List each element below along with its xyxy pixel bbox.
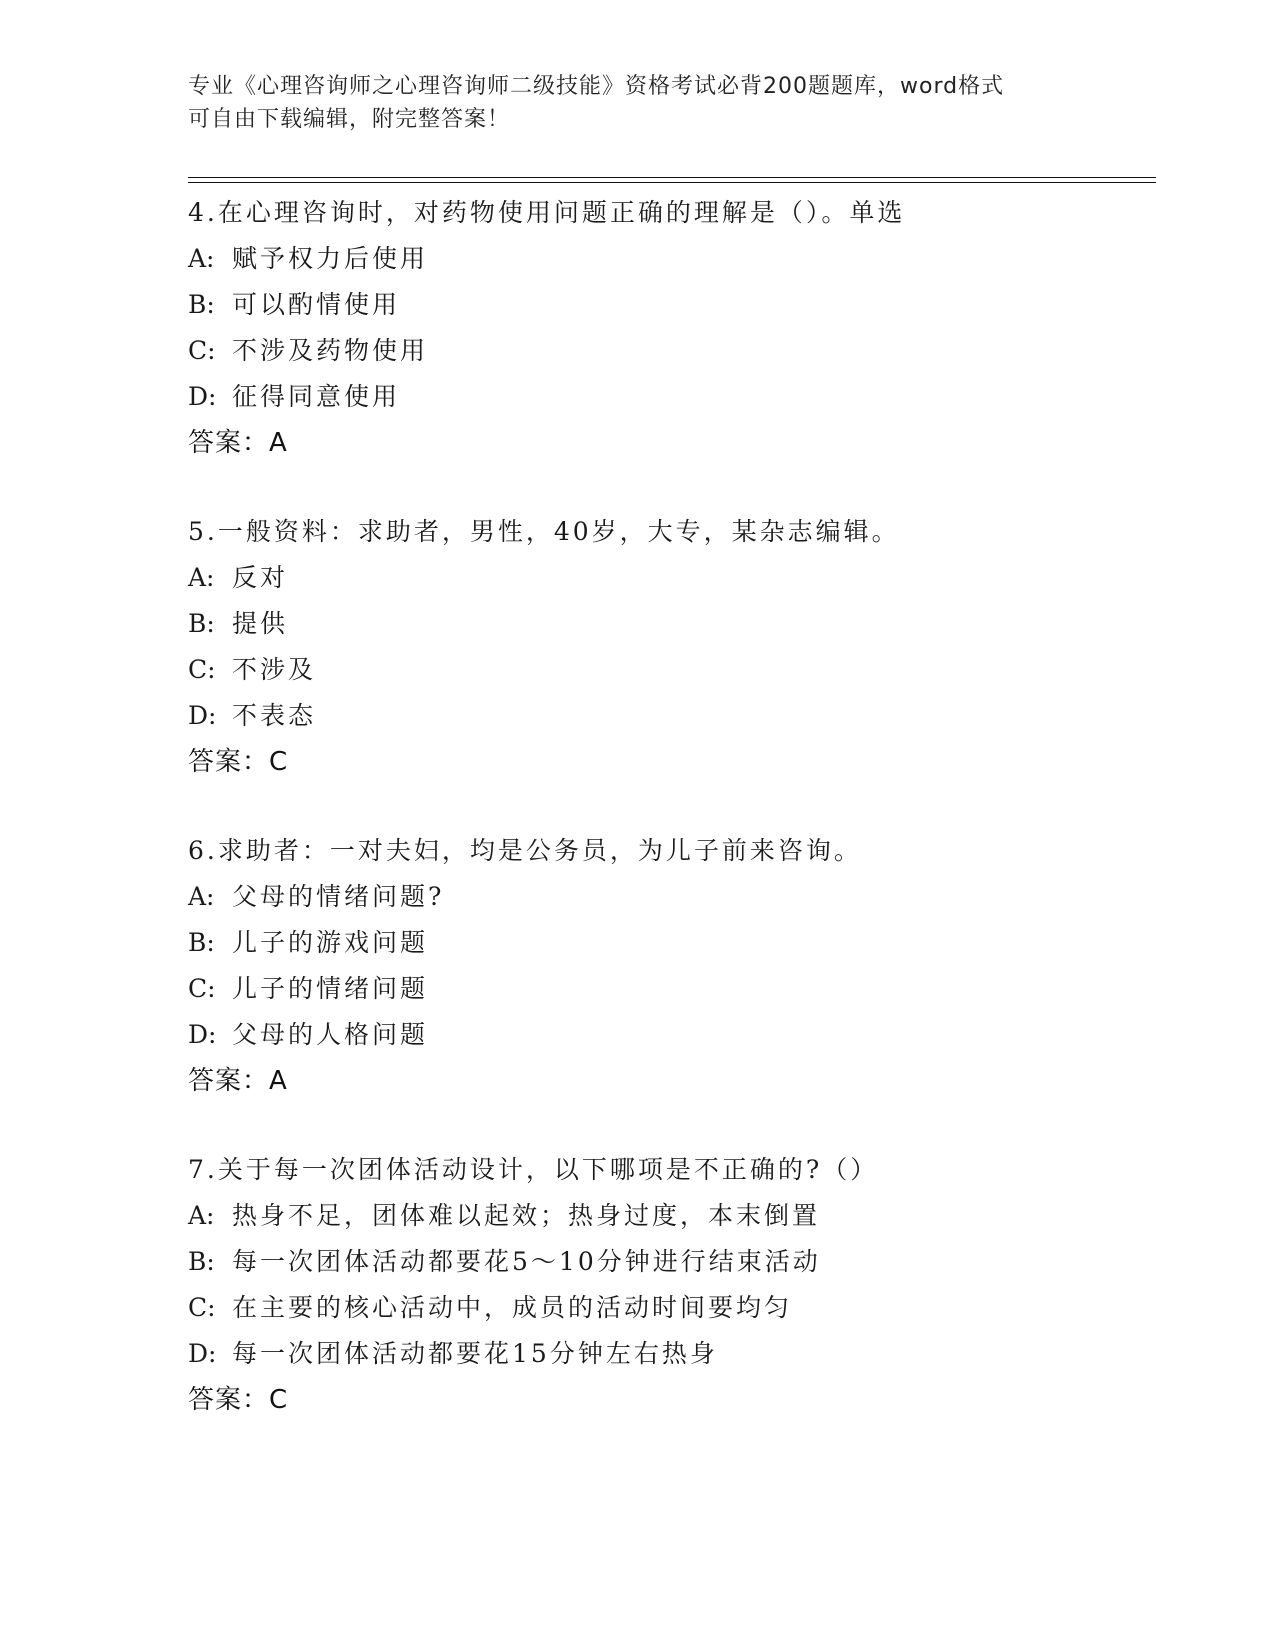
option-text: 热身不足，团体难以起效；热身过度，本末倒置 bbox=[232, 1201, 821, 1230]
option-letter: C: bbox=[188, 1293, 216, 1322]
option-letter: D: bbox=[188, 382, 217, 411]
option-text: 儿子的游戏问题 bbox=[232, 928, 429, 957]
option-b bbox=[188, 920, 1148, 966]
option-letter: B: bbox=[188, 290, 215, 319]
document-header bbox=[188, 70, 1088, 136]
option-text: 可以酌情使用 bbox=[232, 290, 401, 319]
option-letter: A: bbox=[188, 1201, 215, 1230]
option-letter: B: bbox=[188, 928, 215, 957]
option-text: 不表态 bbox=[232, 701, 317, 730]
option-text: 提供 bbox=[232, 609, 289, 638]
option-text: 不涉及药物使用 bbox=[232, 336, 429, 365]
option-letter: B: bbox=[188, 1247, 215, 1276]
option-b bbox=[188, 1239, 1148, 1285]
question-text: 5.一般资料：求助者，男性，40岁，大专，某杂志编辑。 bbox=[188, 517, 900, 546]
question-list bbox=[188, 190, 1148, 1466]
answer-line: 答案：C bbox=[188, 1385, 289, 1415]
option-letter: D: bbox=[188, 1020, 217, 1049]
option-b bbox=[188, 282, 1148, 328]
header-divider-bottom bbox=[188, 182, 1156, 183]
option-c bbox=[188, 1285, 1148, 1331]
option-b bbox=[188, 601, 1148, 647]
question-4 bbox=[188, 190, 1148, 466]
answer-line: 答案：C bbox=[188, 747, 289, 777]
option-text: 儿子的情绪问题 bbox=[232, 974, 429, 1003]
header-line-1: 专业《心理咨询师之心理咨询师二级技能》资格考试必背200题题库，word格式 bbox=[188, 74, 1005, 99]
answer-line: 答案：A bbox=[188, 1066, 288, 1096]
option-d bbox=[188, 374, 1148, 420]
option-text: 每一次团体活动都要花5～10分钟进行结束活动 bbox=[232, 1247, 821, 1276]
option-d bbox=[188, 1331, 1148, 1377]
option-letter: A: bbox=[188, 563, 215, 592]
option-letter: C: bbox=[188, 974, 216, 1003]
option-c bbox=[188, 647, 1148, 693]
option-letter: C: bbox=[188, 655, 216, 684]
question-5 bbox=[188, 509, 1148, 785]
option-d bbox=[188, 693, 1148, 739]
header-divider-top bbox=[188, 177, 1156, 178]
option-letter: A: bbox=[188, 244, 215, 273]
option-letter: B: bbox=[188, 609, 215, 638]
option-text: 反对 bbox=[232, 563, 289, 592]
option-a bbox=[188, 874, 1148, 920]
option-letter: C: bbox=[188, 336, 216, 365]
option-letter: A: bbox=[188, 882, 215, 911]
question-text: 6.求助者：一对夫妇，均是公务员，为儿子前来咨询。 bbox=[188, 836, 862, 865]
header-line-2: 可自由下载编辑，附完整答案！ bbox=[188, 107, 511, 132]
option-text: 赋予权力后使用 bbox=[232, 244, 429, 273]
question-7 bbox=[188, 1147, 1148, 1423]
option-text: 征得同意使用 bbox=[232, 382, 401, 411]
question-text: 7.关于每一次团体活动设计，以下哪项是不正确的?（） bbox=[188, 1155, 879, 1184]
option-c bbox=[188, 328, 1148, 374]
option-letter: D: bbox=[188, 701, 217, 730]
option-a bbox=[188, 236, 1148, 282]
question-text: 4.在心理咨询时，对药物使用问题正确的理解是（）。单选 bbox=[188, 198, 906, 227]
option-a bbox=[188, 1193, 1148, 1239]
option-d bbox=[188, 1012, 1148, 1058]
option-text: 父母的情绪问题? bbox=[232, 882, 445, 911]
option-text: 每一次团体活动都要花15分钟左右热身 bbox=[232, 1339, 718, 1368]
option-text: 不涉及 bbox=[232, 655, 317, 684]
option-a bbox=[188, 555, 1148, 601]
option-text: 父母的人格问题 bbox=[232, 1020, 429, 1049]
option-letter: D: bbox=[188, 1339, 217, 1368]
option-c bbox=[188, 966, 1148, 1012]
option-text: 在主要的核心活动中，成员的活动时间要均匀 bbox=[232, 1293, 793, 1322]
question-6 bbox=[188, 828, 1148, 1104]
answer-line: 答案：A bbox=[188, 428, 288, 458]
